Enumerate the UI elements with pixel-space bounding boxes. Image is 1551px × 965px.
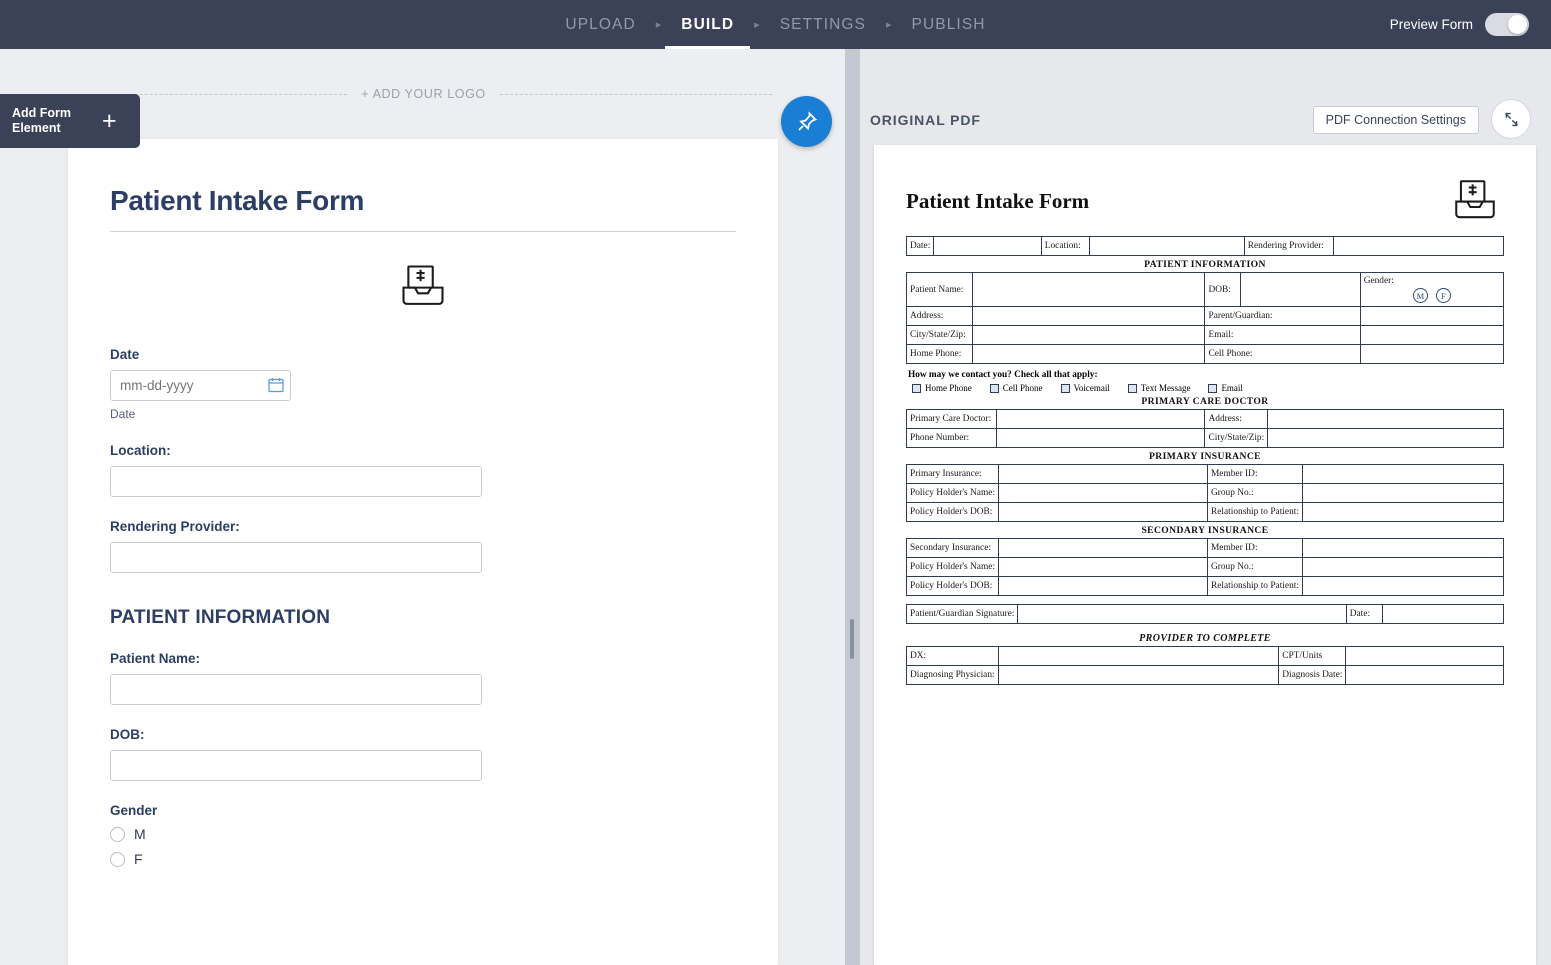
pdf-label-signature: Patient/Guardian Signature:	[907, 605, 1018, 624]
pdf-primary-insurance-table	[906, 464, 1504, 522]
table-row	[907, 503, 1504, 522]
nav-separator-2: ▸	[754, 19, 760, 31]
pdf-field-signature-date[interactable]	[1382, 605, 1503, 624]
gender-option-f[interactable]	[110, 851, 736, 867]
section-heading-patient-information: PATIENT INFORMATION	[110, 607, 331, 628]
gender-label-f: F	[134, 851, 143, 867]
pdf-label-dob: DOB:	[1205, 273, 1241, 307]
preview-form-control	[1390, 0, 1529, 49]
pdf-label-sec-group-no: Group No.:	[1207, 558, 1302, 577]
pdf-label-secondary-insurance: Secondary Insurance:	[907, 539, 999, 558]
pdf-field-home-phone[interactable]	[972, 345, 1205, 364]
table-row	[907, 237, 1504, 256]
table-row	[907, 484, 1504, 503]
pdf-field-diagnosis-date[interactable]	[1346, 666, 1504, 685]
pdf-label-group-no: Group No.:	[1207, 484, 1302, 503]
nav-step-settings[interactable]: SETTINGS	[779, 16, 866, 33]
pdf-label-diagnosing-physician: Diagnosing Physician:	[907, 666, 999, 685]
table-row	[907, 666, 1504, 685]
pdf-label-relationship-to-patient: Relationship to Patient:	[1207, 503, 1302, 522]
pdf-label-location: Location:	[1041, 237, 1089, 256]
table-row	[907, 605, 1504, 624]
pdf-label-diagnosis-date: Diagnosis Date:	[1279, 666, 1346, 685]
table-row	[907, 345, 1504, 364]
pdf-document-page[interactable]	[874, 145, 1536, 965]
add-logo-label[interactable]: + ADD YOUR LOGO	[361, 87, 486, 101]
pdf-contact-label-home-phone: Home Phone	[925, 383, 972, 393]
pdf-section-title-primary-care-doctor: PRIMARY CARE DOCTOR	[1141, 396, 1269, 407]
table-row	[907, 429, 1504, 448]
nav-step-upload[interactable]: UPLOAD	[565, 16, 636, 33]
pdf-label-home-phone: Home Phone:	[907, 345, 973, 364]
field-location	[110, 443, 736, 497]
pdf-label-parent-guardian: Parent/Guardian:	[1205, 307, 1360, 326]
pdf-label-email: Email:	[1205, 326, 1360, 345]
table-row	[907, 410, 1504, 429]
pdf-field-primary-insurance[interactable]	[999, 465, 1208, 484]
pdf-label-address: Address:	[907, 307, 973, 326]
table-row	[907, 558, 1504, 577]
field-date	[110, 347, 736, 421]
pdf-label-pcd-address: Address:	[1205, 410, 1268, 429]
pdf-field-sec-group-no[interactable]	[1302, 558, 1503, 577]
pdf-header-icon	[1450, 175, 1500, 230]
pdf-contact-label-email: Email	[1221, 383, 1243, 393]
pdf-patient-information-table	[906, 272, 1504, 364]
pdf-connection-settings-label: PDF Connection Settings	[1325, 113, 1466, 127]
pdf-field-sec-member-id[interactable]	[1302, 539, 1503, 558]
pdf-label-sec-policy-holder-dob: Policy Holder's DOB:	[907, 577, 999, 596]
pdf-field-pcd-phone[interactable]	[996, 429, 1205, 448]
pdf-label-sec-policy-holder-name: Policy Holder's Name:	[907, 558, 999, 577]
pdf-contact-option-cell-phone[interactable]	[990, 383, 1043, 393]
splitter-grip[interactable]	[850, 619, 854, 659]
pdf-label-city-state-zip: City/State/Zip:	[907, 326, 973, 345]
pdf-contact-label-cell-phone: Cell Phone	[1002, 383, 1043, 393]
pin-action-button[interactable]	[781, 96, 832, 147]
nav-separator-1: ▸	[655, 19, 662, 31]
location-input[interactable]	[110, 466, 482, 497]
plus-icon[interactable]: +	[102, 106, 117, 135]
pdf-label-cpt-units: CPT/Units	[1279, 647, 1346, 666]
pdf-label-date: Date:	[907, 237, 934, 256]
pdf-label-pcd-city-state-zip: City/State/Zip:	[1205, 429, 1268, 448]
collapse-panel-button[interactable]	[1491, 99, 1531, 139]
pdf-gender-bubble-m[interactable]: M	[1413, 288, 1428, 303]
nav-steps	[0, 0, 1551, 49]
toggle-knob	[1508, 15, 1527, 34]
pdf-section-title-secondary-insurance: SECONDARY INSURANCE	[1141, 525, 1269, 536]
checkbox-icon[interactable]	[912, 384, 921, 393]
pdf-field-sec-policy-holder-name[interactable]	[999, 558, 1208, 577]
checkbox-icon[interactable]	[1128, 384, 1137, 393]
pdf-connection-settings-button[interactable]	[1313, 106, 1479, 134]
pdf-label-sec-member-id: Member ID:	[1207, 539, 1302, 558]
panel-splitter[interactable]	[845, 49, 860, 965]
field-date-sublabel: Date	[110, 407, 136, 421]
pdf-label-rendering-provider: Rendering Provider:	[1244, 237, 1334, 256]
field-patient-name-label: Patient Name:	[110, 651, 201, 666]
date-input[interactable]	[110, 370, 291, 401]
pdf-field-primary-care-doctor[interactable]	[996, 410, 1205, 429]
nav-step-build[interactable]: BUILD	[665, 0, 750, 49]
logo-dash-right	[500, 94, 772, 95]
pin-icon	[795, 110, 819, 134]
nav-step-publish[interactable]: PUBLISH	[911, 16, 986, 33]
form-title[interactable]: Patient Intake Form	[110, 185, 365, 216]
field-dob-label: DOB:	[110, 727, 145, 742]
pdf-contact-option-email[interactable]	[1208, 383, 1243, 393]
table-row	[907, 273, 1504, 307]
pdf-label-policy-holder-dob: Policy Holder's DOB:	[907, 503, 999, 522]
pdf-field-email[interactable]	[1360, 326, 1503, 345]
gender-option-m[interactable]	[110, 826, 736, 842]
field-rendering-provider-label: Rendering Provider:	[110, 519, 240, 534]
rendering-provider-input[interactable]	[110, 542, 482, 573]
pdf-label-policy-holder-name: Policy Holder's Name:	[907, 484, 999, 503]
field-date-label: Date	[110, 347, 140, 362]
top-navigation-bar	[0, 0, 1551, 49]
pdf-panel-header	[860, 49, 1551, 145]
table-row	[907, 307, 1504, 326]
pdf-provider-table	[906, 646, 1504, 685]
pdf-field-city-state-zip[interactable]	[972, 326, 1205, 345]
pdf-field-address[interactable]	[972, 307, 1205, 326]
pdf-field-pcd-address[interactable]	[1268, 410, 1504, 429]
table-row	[907, 465, 1504, 484]
pdf-label-pcd-phone: Phone Number:	[907, 429, 997, 448]
pdf-gender-bubble-f[interactable]: F	[1436, 288, 1451, 303]
pdf-label-primary-insurance: Primary Insurance:	[907, 465, 999, 484]
pdf-label-signature-date: Date:	[1346, 605, 1382, 624]
pdf-signature-table	[906, 604, 1504, 624]
pdf-primary-care-doctor-table	[906, 409, 1504, 448]
field-location-label: Location:	[110, 443, 171, 458]
pdf-section-title-provider-to-complete: PROVIDER TO COMPLETE	[1139, 633, 1271, 644]
pdf-label-gender: Gender:	[1363, 276, 1394, 286]
field-gender	[110, 803, 736, 867]
pdf-field-member-id[interactable]	[1302, 465, 1503, 484]
field-patient-name	[110, 651, 736, 705]
field-rendering-provider	[110, 519, 736, 573]
pdf-field-cpt-units[interactable]	[1346, 647, 1504, 666]
pdf-secondary-insurance-table	[906, 538, 1504, 596]
radio-icon-f[interactable]	[110, 852, 125, 867]
pdf-label-cell-phone: Cell Phone:	[1205, 345, 1360, 364]
table-row	[907, 539, 1504, 558]
pdf-label-member-id: Member ID:	[1207, 465, 1302, 484]
nav-separator-3: ▸	[886, 19, 892, 31]
pdf-contact-question: How may we contact you? Check all that apply:	[908, 370, 1098, 380]
pdf-field-date[interactable]	[934, 237, 1041, 256]
pdf-top-row-table	[906, 236, 1504, 256]
pdf-field-sec-policy-holder-dob[interactable]	[999, 577, 1208, 596]
radio-icon-m[interactable]	[110, 827, 125, 842]
checkbox-icon[interactable]	[1208, 384, 1217, 393]
pdf-field-patient-name[interactable]	[972, 273, 1205, 307]
original-pdf-panel	[860, 49, 1551, 965]
pdf-field-rendering-provider[interactable]	[1334, 237, 1504, 256]
add-form-element-label-line2: Element	[12, 121, 61, 135]
logo-upload-row[interactable]	[75, 87, 772, 101]
preview-form-label: Preview Form	[1389, 17, 1473, 32]
pdf-contact-options	[912, 383, 1504, 393]
pdf-title: Patient Intake Form	[906, 189, 1090, 213]
collapse-diagonal-icon	[1503, 111, 1520, 128]
pdf-field-policy-holder-name[interactable]	[999, 484, 1208, 503]
pdf-label-patient-name: Patient Name:	[907, 273, 973, 307]
pdf-section-title-primary-insurance: PRIMARY INSURANCE	[1149, 451, 1261, 462]
pdf-field-cell-phone[interactable]	[1360, 345, 1503, 364]
pdf-field-diagnosing-physician[interactable]	[998, 666, 1279, 685]
pdf-field-parent-guardian[interactable]	[1360, 307, 1503, 326]
table-row	[907, 326, 1504, 345]
pdf-field-dob[interactable]	[1241, 273, 1360, 307]
pdf-field-signature[interactable]	[1018, 605, 1346, 624]
pdf-field-group-no[interactable]	[1302, 484, 1503, 503]
pdf-gender-cell	[1360, 273, 1503, 307]
pdf-label-primary-care-doctor: Primary Care Doctor:	[907, 410, 997, 429]
field-dob	[110, 727, 736, 781]
pdf-field-pcd-city-state-zip[interactable]	[1268, 429, 1504, 448]
gender-label-m: M	[134, 826, 146, 842]
pdf-label-dx: DX:	[907, 647, 999, 666]
pdf-field-relationship-to-patient[interactable]	[1302, 503, 1503, 522]
original-pdf-label: ORIGINAL PDF	[870, 112, 981, 128]
pdf-contact-label-text-message: Text Message	[1140, 383, 1191, 393]
table-row	[907, 647, 1504, 666]
calendar-icon[interactable]	[268, 377, 284, 393]
patient-name-input[interactable]	[110, 674, 482, 705]
pdf-contact-label-voicemail: Voicemail	[1073, 383, 1110, 393]
pdf-contact-option-text-message[interactable]	[1128, 383, 1191, 393]
add-form-element-button[interactable]	[0, 94, 140, 148]
title-divider	[110, 231, 736, 232]
field-gender-label: Gender	[110, 803, 158, 818]
preview-form-toggle[interactable]	[1485, 13, 1529, 36]
dob-input[interactable]	[110, 750, 482, 781]
pdf-field-policy-holder-dob[interactable]	[999, 503, 1208, 522]
pdf-field-location[interactable]	[1089, 237, 1244, 256]
checkbox-icon[interactable]	[990, 384, 999, 393]
pdf-field-dx[interactable]	[998, 647, 1279, 666]
form-header-icon	[110, 260, 736, 317]
pdf-field-secondary-insurance[interactable]	[999, 539, 1208, 558]
add-form-element-label-line1: Add Form	[12, 106, 72, 120]
pdf-contact-option-home-phone[interactable]	[912, 383, 972, 393]
pdf-field-sec-relationship[interactable]	[1302, 577, 1503, 596]
form-builder-panel	[0, 49, 845, 965]
form-preview-card	[68, 139, 778, 965]
table-row	[907, 577, 1504, 596]
pdf-label-sec-relationship: Relationship to Patient:	[1207, 577, 1302, 596]
checkbox-icon[interactable]	[1061, 384, 1070, 393]
pdf-section-title-patient-information: PATIENT INFORMATION	[1144, 259, 1266, 270]
pdf-contact-option-voicemail[interactable]	[1061, 383, 1110, 393]
